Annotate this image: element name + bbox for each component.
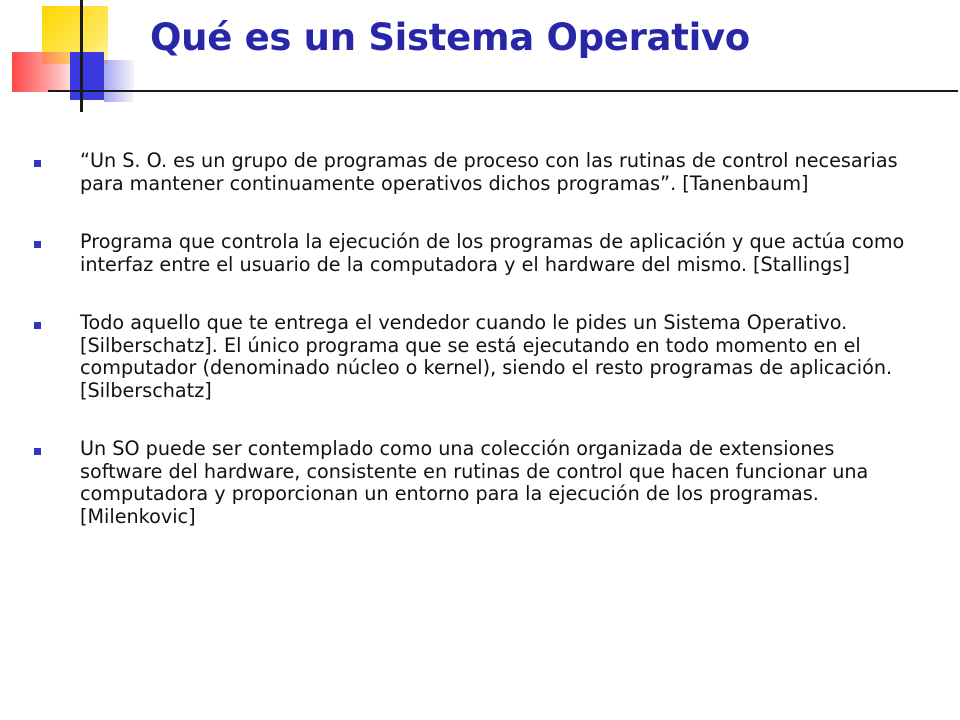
slide-title: Qué es un Sistema Operativo [150, 16, 750, 59]
logo-blue-fade [104, 60, 134, 102]
bullet-text: Un SO puede ser contemplado como una colección organizada de extensiones software del hardware, consistente en rutinas de control que hacen funcionar una computadora y proporcionan un entorno para la ejecución de los programas. [Milenkovic] [80, 437, 869, 528]
bullet-item [34, 312, 914, 402]
bullet-item [34, 150, 914, 195]
title-underline [48, 90, 958, 92]
logo-red-block [12, 52, 74, 92]
slide-logo-decoration [0, 0, 150, 120]
logo-vertical-line [80, 0, 83, 112]
bullet-text: “Un S. O. es un grupo de programas de proceso con las rutinas de control necesarias para mantener continuamente operativos dichos programas”. [Tanenbaum] [80, 149, 898, 195]
bullet-marker [34, 322, 41, 329]
bullet-item [34, 231, 914, 276]
bullet-item [34, 438, 914, 528]
bullet-marker [34, 448, 41, 455]
bullet-text: Todo aquello que te entrega el vendedor cuando le pides un Sistema Operativo. [Silberschatz]. El único programa que se está ejecutando en todo momento en el computador (denominado núcleo o kernel), siendo el resto programas de aplicación. [Silberschatz] [80, 311, 893, 402]
bullet-text: Programa que controla la ejecución de los programas de aplicación y que actúa como interfaz entre el usuario de la computadora y el hardware del mismo. [Stallings] [80, 230, 905, 276]
bullet-marker [34, 241, 41, 248]
logo-blue-block [70, 52, 104, 100]
bullet-list [34, 150, 914, 564]
bullet-marker [34, 160, 41, 167]
